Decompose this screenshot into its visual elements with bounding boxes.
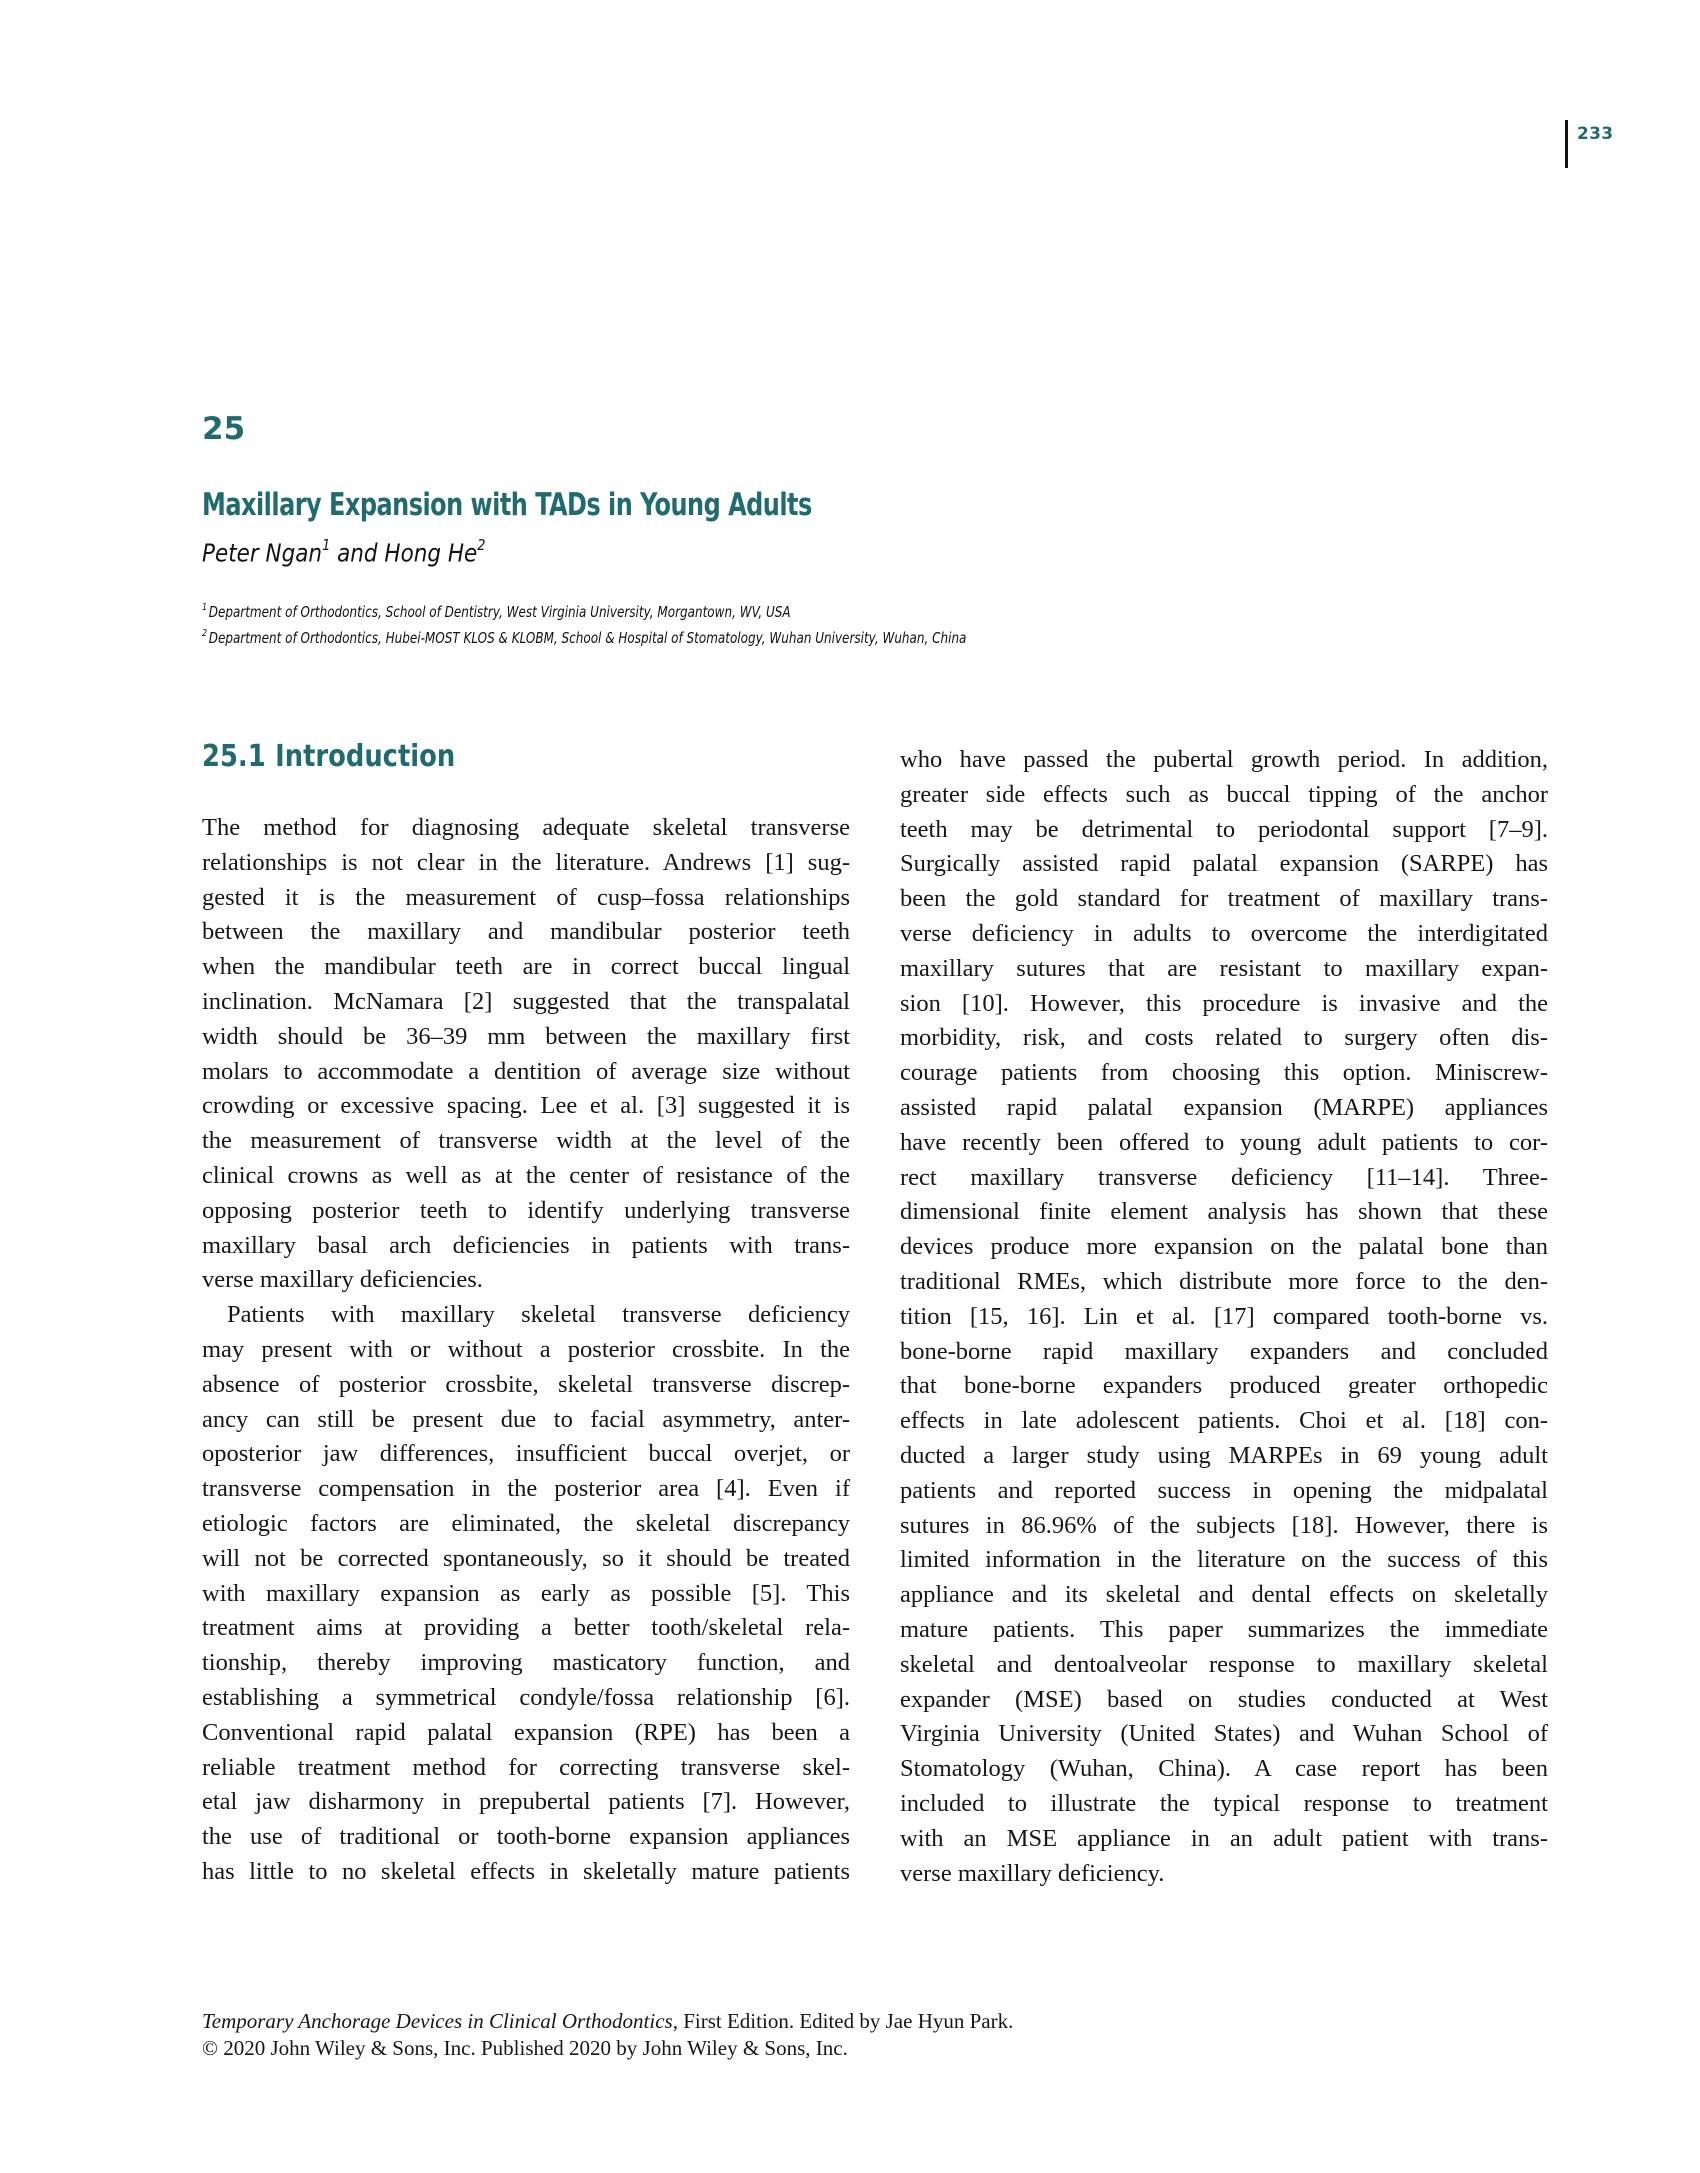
body-text-line: ducted a larger study using MARPEs in 69 young adult: [900, 1441, 1548, 1469]
body-text-line: verse maxillary deficiency.: [900, 1859, 1165, 1887]
author-name: Hong He: [384, 538, 478, 568]
chapter-number: 25: [202, 411, 246, 447]
body-text-line: have recently been offered to young adult patients to cor-: [900, 1128, 1548, 1156]
body-text-line: assisted rapid palatal expansion (MARPE) appliances: [900, 1093, 1548, 1121]
body-text-line: that bone-borne expanders produced greater orthopedic: [900, 1372, 1548, 1400]
affiliation-mark: 2: [202, 628, 208, 639]
body-text-line: the measurement of transverse width at the level of the: [202, 1127, 850, 1155]
section-number: 25.1: [202, 739, 266, 774]
affiliation-text: Department of Orthodontics, Hubei-MOST KLOS & KLOBM, School & Hospital of Stomatology, Wuhan University, Wuhan, China: [208, 629, 967, 647]
body-text-line: treatment aims at providing a better tooth/skeletal rela-: [202, 1614, 850, 1642]
body-text-line: maxillary basal arch deficiencies in patients with trans-: [202, 1231, 850, 1259]
body-text-line: gested it is the measurement of cusp–fossa relationships: [202, 883, 850, 911]
author-affiliation-mark: 1: [322, 536, 331, 554]
body-column-left: [202, 811, 850, 1890]
body-text-line: will not be corrected spontaneously, so it should be treated: [202, 1544, 850, 1572]
chapter-title: Maxillary Expansion with TADs in Young Adults: [202, 487, 812, 523]
body-text-line: width should be 36–39 mm between the maxillary first: [202, 1022, 850, 1050]
page-number-rule: [1565, 120, 1568, 168]
body-text-line: who have passed the pubertal growth period. In addition,: [900, 746, 1548, 773]
body-text-line: oposterior jaw differences, insufficient buccal overjet, or: [202, 1440, 850, 1468]
body-text-line: etiologic factors are eliminated, the skeletal discrepancy: [202, 1509, 850, 1537]
body-text-line: courage patients from choosing this option. Miniscrew-: [900, 1059, 1548, 1087]
body-text-line: molars to accommodate a dentition of average size without: [202, 1057, 850, 1085]
body-text-line: ancy can still be present due to facial asymmetry, anter-: [202, 1405, 850, 1433]
book-title: Temporary Anchorage Devices in Clinical Orthodontics: [202, 2009, 673, 2033]
body-text-line: mature patients. This paper summarizes the immediate: [900, 1615, 1548, 1643]
body-text-line: transverse compensation in the posterior area [4]. Even if: [202, 1475, 850, 1503]
body-text-line: tition [15, 16]. Lin et al. [17] compared tooth-borne vs.: [900, 1302, 1548, 1330]
footer-citation-line: [202, 2008, 1013, 2035]
body-text-line: The method for diagnosing adequate skeletal transverse: [202, 814, 850, 841]
body-text-line: Patients with maxillary skeletal transverse deficiency: [227, 1301, 850, 1329]
body-text-line: opposing posterior teeth to identify underlying transverse: [202, 1196, 850, 1224]
body-text-line: reliable treatment method for correcting transverse skel-: [202, 1753, 850, 1781]
affiliation: [202, 630, 966, 646]
body-text-line: limited information in the literature on the success of this: [900, 1546, 1548, 1574]
body-text-line: tionship, thereby improving masticatory function, and: [202, 1649, 850, 1677]
body-text-line: Virginia University (United States) and Wuhan School of: [900, 1720, 1548, 1748]
body-text-line: teeth may be detrimental to periodontal support [7–9].: [900, 815, 1548, 843]
body-text-line: effects in late adolescent patients. Choi et al. [18] con-: [900, 1407, 1548, 1435]
author-connector: and: [337, 538, 378, 568]
body-text-line: inclination. McNamara [2] suggested that the transpalatal: [202, 987, 850, 1015]
body-text-line: morbidity, risk, and costs related to surgery often dis-: [900, 1024, 1548, 1052]
body-text-line: the use of traditional or tooth-borne expansion appliances: [202, 1823, 850, 1851]
section-heading: [202, 739, 456, 774]
author-name: Peter Ngan: [202, 538, 323, 568]
chapter-authors: [202, 536, 486, 568]
body-text-line: relationships is not clear in the literature. Andrews [1] sug-: [202, 848, 850, 876]
affiliation-mark: 1: [202, 602, 208, 613]
body-text-line: sutures in 86.96% of the subjects [18]. However, there is: [900, 1511, 1548, 1539]
body-text-line: Conventional rapid palatal expansion (RPE) has been a: [202, 1718, 850, 1746]
body-text-line: with an MSE appliance in an adult patient with trans-: [900, 1824, 1548, 1852]
body-text-line: has little to no skeletal effects in skeletally mature patients: [202, 1857, 850, 1885]
body-text-line: maxillary sutures that are resistant to maxillary expan-: [900, 954, 1548, 982]
body-text-line: verse maxillary deficiencies.: [202, 1266, 483, 1294]
body-text-line: verse deficiency in adults to overcome the interdigitated: [900, 919, 1548, 947]
body-text-line: patients and reported success in opening the midpalatal: [900, 1476, 1548, 1504]
body-text-line: been the gold standard for treatment of maxillary trans-: [900, 885, 1548, 913]
body-text-line: appliance and its skeletal and dental effects on skeletally: [900, 1581, 1548, 1609]
body-text-line: Surgically assisted rapid palatal expansion (SARPE) has: [900, 850, 1548, 878]
body-text-line: clinical crowns as well as at the center of resistance of the: [202, 1161, 850, 1189]
copyright-line: © 2020 John Wiley & Sons, Inc. Published 2020 by John Wiley & Sons, Inc.: [202, 2036, 848, 2060]
affiliation: [202, 604, 791, 620]
section-title: Introduction: [275, 739, 456, 774]
edition-info: , First Edition. Edited by Jae Hyun Park.: [672, 2009, 1014, 2033]
body-text-line: establishing a symmetrical condyle/fossa relationship [6].: [202, 1683, 850, 1711]
body-text-line: when the mandibular teeth are in correct buccal lingual: [202, 953, 850, 981]
body-text-line: etal jaw disharmony in prepubertal patients [7]. However,: [202, 1788, 850, 1816]
body-text-line: greater side effects such as buccal tipping of the anchor: [900, 780, 1548, 808]
body-text-line: sion [10]. However, this procedure is invasive and the: [900, 989, 1548, 1017]
copyright-footer: [202, 2008, 1013, 2062]
body-text-line: skeletal and dentoalveolar response to maxillary skeletal: [900, 1650, 1548, 1678]
body-text-line: devices produce more expansion on the palatal bone than: [900, 1233, 1548, 1261]
body-text-line: bone-borne rapid maxillary expanders and concluded: [900, 1337, 1548, 1365]
page-number: 233: [1577, 124, 1614, 144]
body-column-right: [900, 743, 1548, 1891]
affiliation-text: Department of Orthodontics, School of Dentistry, West Virginia University, Morgantown, WV, USA: [208, 603, 791, 621]
body-text-line: with maxillary expansion as early as possible [5]. This: [202, 1579, 850, 1607]
body-text-line: included to illustrate the typical response to treatment: [900, 1789, 1548, 1817]
body-text-line: between the maxillary and mandibular posterior teeth: [202, 918, 850, 946]
body-text-line: absence of posterior crossbite, skeletal transverse discrep-: [202, 1370, 850, 1398]
author-affiliation-mark: 2: [477, 536, 486, 554]
body-text-line: crowding or excessive spacing. Lee et al. [3] suggested it is: [202, 1092, 850, 1120]
body-text-line: expander (MSE) based on studies conducted at West: [900, 1685, 1548, 1713]
body-text-line: rect maxillary transverse deficiency [11–14]. Three-: [900, 1163, 1548, 1191]
body-text-line: dimensional finite element analysis has shown that these: [900, 1198, 1548, 1226]
body-text-line: Stomatology (Wuhan, China). A case report has been: [900, 1755, 1548, 1783]
body-text-line: traditional RMEs, which distribute more force to the den-: [900, 1267, 1548, 1295]
body-text-line: may present with or without a posterior crossbite. In the: [202, 1335, 850, 1363]
